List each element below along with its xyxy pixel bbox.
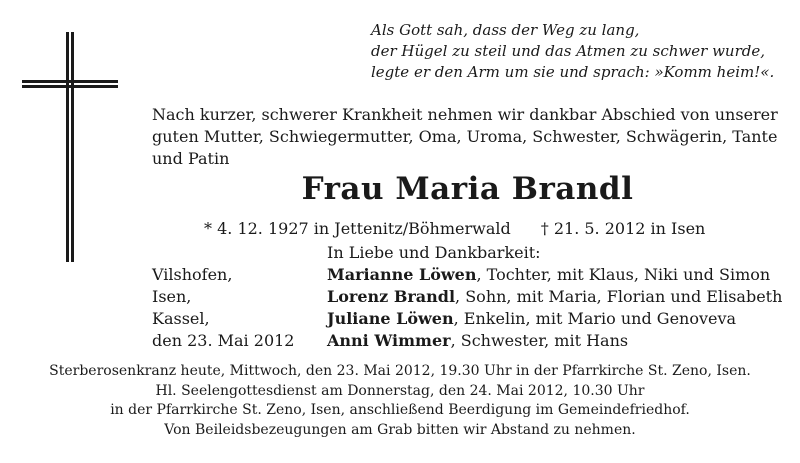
service-line: Sterberosenkranz heute, Mittwoch, den 23. Mai 2012, 19.30 Uhr in der Pfarrkirche St. Zeno, Isen. bbox=[49, 363, 751, 379]
poem bbox=[371, 20, 791, 83]
signatories bbox=[152, 264, 792, 352]
service-line: Von Beileidsbezeugungen am Grab bitten wir Abstand zu nehmen. bbox=[164, 421, 636, 438]
poem-line: der Hügel zu steil und das Atmen zu schwer wurde, bbox=[371, 42, 765, 60]
signatory-detail: , Sohn, mit Maria, Florian und Elisabeth bbox=[455, 287, 783, 306]
service-info bbox=[0, 362, 800, 440]
signatory-name: Juliane Löwen bbox=[327, 309, 454, 328]
signatory-row bbox=[152, 286, 792, 308]
death-date: † 21. 5. 2012 in Isen bbox=[540, 219, 706, 238]
signatory-place: den 23. Mai 2012 bbox=[152, 331, 295, 350]
signatory-place: Isen, bbox=[152, 287, 192, 306]
service-line: in der Pfarrkirche St. Zeno, Isen, anschließend Beerdigung im Gemeindefriedhof. bbox=[110, 402, 690, 418]
signatory-name: Marianne Löwen bbox=[327, 265, 477, 284]
intro-line: und Patin bbox=[152, 149, 230, 168]
signatory-detail: , Schwester, mit Hans bbox=[450, 331, 629, 350]
cross-icon bbox=[22, 32, 118, 262]
life-dates bbox=[204, 218, 800, 240]
signatory-name: Lorenz Brandl bbox=[327, 287, 456, 306]
signature-heading: In Liebe und Dankbarkeit: bbox=[327, 243, 541, 262]
signatory-detail: , Tochter, mit Klaus, Niki und Simon bbox=[476, 265, 771, 284]
signatory-place: Kassel, bbox=[152, 309, 210, 328]
deceased-name: Frau Maria Brandl bbox=[301, 171, 634, 207]
birth-date: * 4. 12. 1927 in Jettenitz/Böhmerwald bbox=[204, 219, 511, 238]
signatory-row bbox=[152, 308, 792, 330]
signatory-detail: , Enkelin, mit Mario und Genoveva bbox=[453, 309, 737, 328]
intro-line: Nach kurzer, schwerer Krankheit nehmen wir dankbar Abschied von unserer bbox=[152, 105, 778, 124]
signatory-place: Vilshofen, bbox=[152, 265, 233, 284]
signatory-name: Anni Wimmer bbox=[327, 331, 451, 350]
service-line: Hl. Seelengottesdienst am Donnerstag, den 24. Mai 2012, 10.30 Uhr bbox=[155, 382, 645, 399]
poem-line: Als Gott sah, dass der Weg zu lang, bbox=[371, 21, 640, 39]
signatory-row bbox=[152, 264, 792, 286]
intro-text bbox=[152, 104, 792, 170]
intro-line: guten Mutter, Schwiegermutter, Oma, Uroma, Schwester, Schwägerin, Tante bbox=[152, 127, 778, 146]
poem-line: legte er den Arm um sie und sprach: »Komm heim!«. bbox=[371, 63, 775, 81]
signatory-row bbox=[152, 330, 792, 352]
